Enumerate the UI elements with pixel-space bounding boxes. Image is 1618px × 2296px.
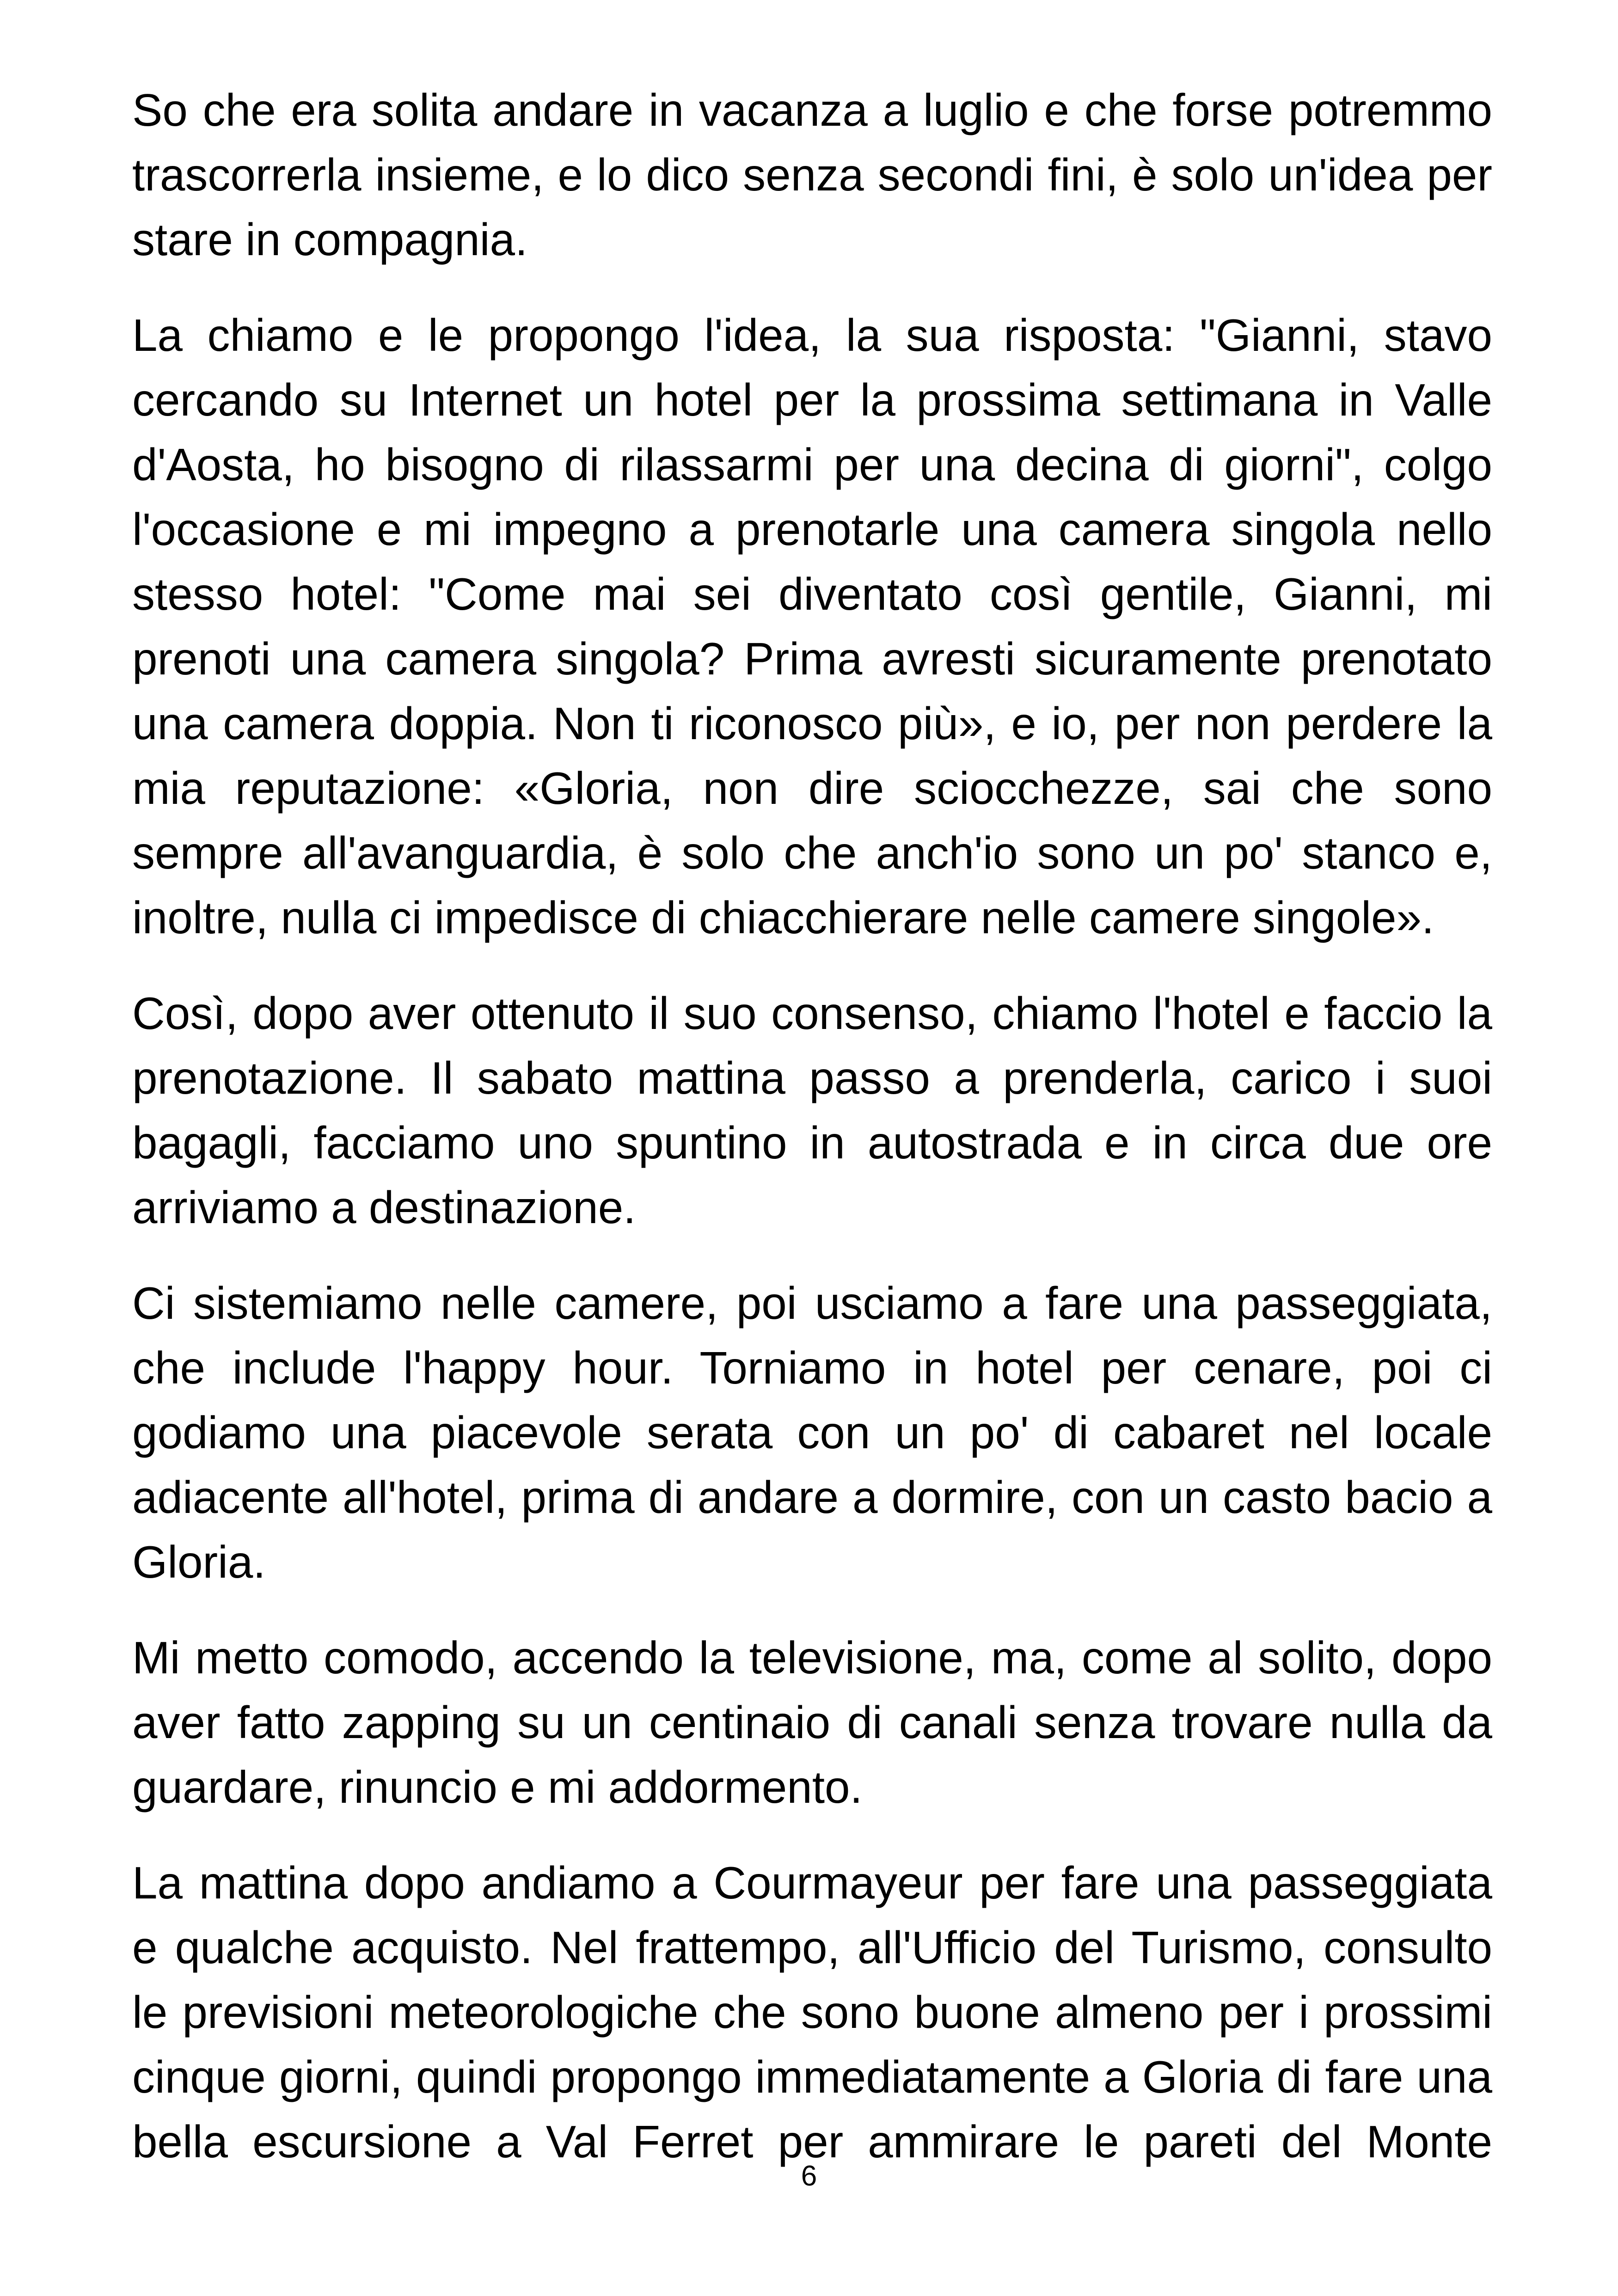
body-text [132,78,1492,2174]
paragraph: La mattina dopo andiamo a Courmayeur per fare una passeggiata e qualche acquisto. Nel frattempo, all'Ufficio del Turismo, consulto le previsioni meteorologiche che sono buone almeno per i prossimi cinque giorni, quindi propongo immediatamente a Gloria di fare una bella escursione a Val Ferret per ammirare le pareti del Monte [132,1857,1492,2167]
paragraph: Così, dopo aver ottenuto il suo consenso, chiamo l'hotel e faccio la prenotazione. Il sabato mattina passo a prenderla, carico i suoi bagagli, facciamo uno spuntino in autostrada e in circa due ore arriviamo a destinazione. [132,988,1492,1233]
paragraph: So che era solita andare in vacanza a luglio e che forse potremmo trascorrerla insieme, e lo dico senza secondi fini, è solo un'idea per stare in compagnia. [132,85,1492,265]
paragraph: Mi metto comodo, accendo la televisione, ma, come al solito, dopo aver fatto zapping su un centinaio di canali senza trovare nulla da guardare, rinuncio e mi addormento. [132,1632,1492,1812]
page-number: 6 [801,2160,817,2192]
paragraph: Ci sistemiamo nelle camere, poi usciamo a fare una passeggiata, che include l'happy hour. Torniamo in hotel per cenare, poi ci godiamo una piacevole serata con un po' di cabaret nel locale adiacente all'hotel, prima di andare a dormire, con un casto bacio a Gloria. [132,1278,1492,1587]
paragraph: La chiamo e le propongo l'idea, la sua risposta: "Gianni, stavo cercando su Internet un hotel per la prossima settimana in Valle d'Aosta, ho bisogno di rilassarmi per una decina di giorni", colgo l'occasione e mi impegno a prenotarle una camera singola nello stesso hotel: "Come mai sei diventato così gentile, Gianni, mi prenoti una camera singola? Prima avresti sicuramente prenotato una camera doppia. Non ti riconosco più», e io, per non perdere la mia reputazione: «Gloria, non dire sciocchezze, sai che sono sempre all'avanguardia, è solo che anch'io sono un po' stanco e, inoltre, nulla ci impedisce di chiacchierare nelle camere singole». [132,310,1492,943]
